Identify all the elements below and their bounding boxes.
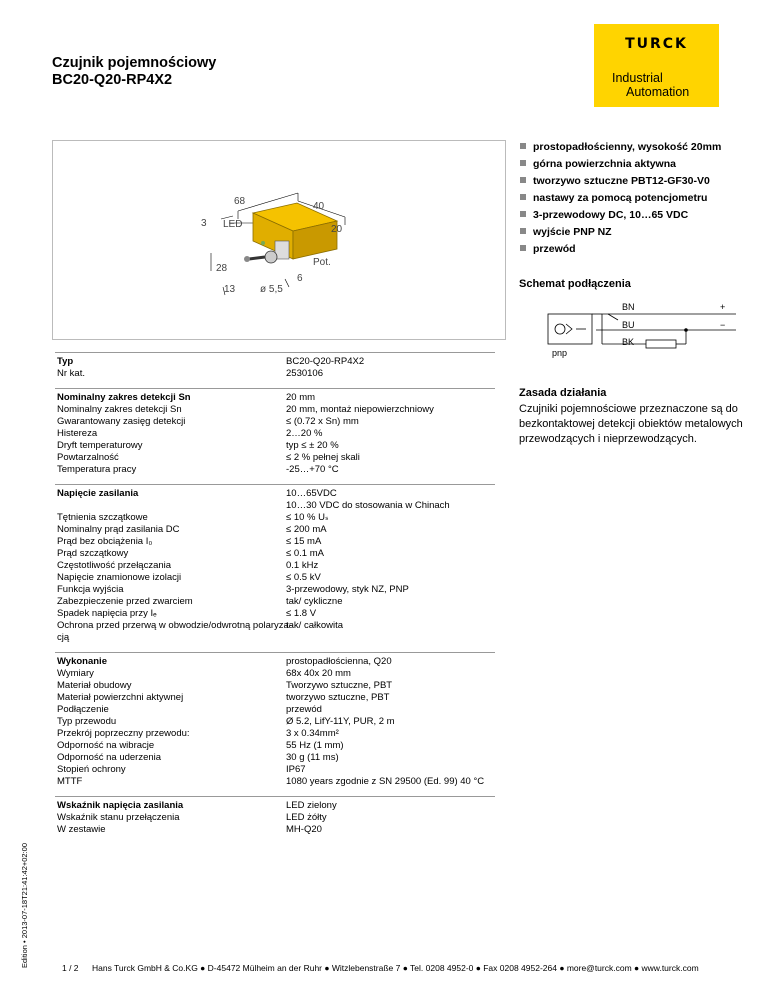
dimension-drawing (52, 140, 506, 340)
spec-row: Funkcja wyjścia 3-przewodowy, styk NZ, PNP (57, 584, 409, 595)
spec-row: Napięcie znamionowe izolacji ≤ 0.5 kV (57, 572, 321, 583)
brand-line-automation: Automation (626, 85, 690, 99)
spec-row: Wskaźnik stanu przełączenia LED żółty (57, 812, 327, 823)
feature-item: 3-przewodowy DC, 10…65 VDC (520, 209, 688, 221)
spec-row: Odporność na wibracje 55 Hz (1 mm) (57, 740, 344, 751)
bullet-square-icon (520, 194, 526, 200)
spec-row: Temperatura pracy -25…+70 °C (57, 464, 339, 475)
spec-row: Spadek napięcia przy Iₑ ≤ 1.8 V (57, 608, 317, 619)
spec-row: Tętnienia szczątkowe ≤ 10 % Uₛ (57, 512, 329, 523)
spec-section-detection (55, 388, 495, 476)
spec-row: Nominalny prąd zasilania DC ≤ 200 mA (57, 524, 327, 535)
spec-row: W zestawie MH-Q20 (57, 824, 322, 835)
spec-row: Materiał powierzchni aktywnej tworzywo sztuczne, PBT (57, 692, 390, 703)
spec-row: Nominalny zakres detekcji Sn 20 mm, montaż niepowierzchniowy (57, 404, 434, 415)
feature-item: przewód (520, 243, 576, 255)
spec-row: Wykonanie prostopadłościenna, Q20 (57, 656, 392, 667)
wiring-diagram (546, 300, 746, 370)
spec-row: Nr kat. 2530106 (57, 368, 323, 379)
spec-row: Zabezpieczenie przed zwarciem tak/ cykliczne (57, 596, 343, 607)
spec-row: Napięcie zasilania 10…65VDC (57, 488, 337, 499)
feature-item: prostopadłościenny, wysokość 20mm (520, 141, 721, 153)
spec-row: Częstotliwość przełączania 0.1 kHz (57, 560, 319, 571)
sensor-drawing-svg (53, 141, 507, 341)
led-label: LED (223, 219, 243, 230)
wire-minus-label: − (720, 320, 726, 330)
bullet-square-icon (520, 245, 526, 251)
dim-length-label: 68 (234, 196, 246, 207)
spec-row: Materiał obudowy Tworzywo sztuczne, PBT (57, 680, 393, 691)
wire-bu-label: BU (622, 320, 635, 330)
spec-row: Histereza 2…20 % (57, 428, 323, 439)
company-footer: Hans Turck GmbH & Co.KG ● D-45472 Mülheim an der Ruhr ● Witzlebenstraße 7 ● Tel. 0208 4952-0 ● Fax 0208 4952-264 ● more@turck.com ● www.turck.com (92, 963, 699, 973)
dim-13-label: 13 (224, 284, 236, 295)
spec-row: Prąd bez obciążenia I₀ ≤ 15 mA (57, 536, 322, 547)
feature-item: tworzywo sztuczne PBT12-GF30-V0 (520, 175, 710, 187)
principle-text: Czujniki pojemnościowe przeznaczone są do bezkontaktowej detekcji obiektów metalowych przewodzących i nieprzewodzących. (519, 403, 743, 445)
edition-stamp: Edition • 2013-07-18T21:41:42+02:00 (20, 842, 29, 968)
bullet-square-icon (520, 228, 526, 234)
spec-section-supply (55, 484, 495, 644)
spec-row: Przekrój poprzeczny przewodu: 3 x 0.34mm² (57, 728, 339, 739)
spec-row: Typ BC20-Q20-RP4X2 (57, 356, 365, 367)
spec-row: Gwarantowany zasięg detekcji ≤ (0.72 x Sn) mm (57, 416, 359, 427)
pnp-label: pnp (552, 348, 568, 358)
spec-row: Dryft temperaturowy typ ≤ ± 20 % (57, 440, 339, 451)
principle-title: Zasada działania (519, 387, 607, 399)
feature-item: nastawy za pomocą potencjometru (520, 192, 707, 204)
pot-label: Pot. (313, 257, 331, 268)
dim-28-label: 28 (216, 263, 228, 274)
brand-line-industrial: Industrial (612, 71, 663, 85)
wire-plus-label: + (720, 302, 726, 312)
bullet-square-icon (520, 160, 526, 166)
spec-row: Typ przewodu Ø 5.2, LifY-11Y, PUR, 2 m (57, 716, 395, 727)
spec-row: Podłączenie przewód (57, 704, 322, 715)
wire-bn-label: BN (622, 302, 635, 312)
spec-section-type (55, 352, 495, 380)
document-title: Czujnik pojemnościowy (52, 55, 217, 71)
spec-section-design (55, 652, 495, 788)
dim-width-label: 40 (313, 201, 325, 212)
feature-item: górna powierzchnia aktywna (520, 158, 676, 170)
spec-row: Prąd szczątkowy ≤ 0.1 mA (57, 548, 324, 559)
spec-row: Nominalny zakres detekcji Sn 20 mm (57, 392, 316, 403)
logo-text: TURCK (625, 36, 688, 52)
spec-row: Odporność na uderzenia 30 g (11 ms) (57, 752, 339, 763)
product-code: BC20-Q20-RP4X2 (52, 72, 173, 88)
bullet-square-icon (520, 211, 526, 217)
turck-logo (594, 24, 719, 62)
page-number: 1 / 2 (62, 963, 79, 973)
spec-row: Stopień ochrony IP67 (57, 764, 306, 775)
wire-bk-label: BK (622, 337, 635, 347)
dim-height-label: 20 (331, 224, 343, 235)
spec-row: Wskaźnik napięcia zasilania LED zielony (57, 800, 337, 811)
spec-row: 10…30 VDC do stosowania w Chinach (286, 500, 450, 511)
bullet-square-icon (520, 143, 526, 149)
dim-6-label: 6 (297, 273, 303, 284)
spec-section-indicators (55, 796, 495, 836)
spec-row: Powtarzalność ≤ 2 % pełnej skali (57, 452, 360, 463)
spec-row: cją (57, 632, 70, 643)
dim-offset-label: 3 (201, 218, 207, 229)
bullet-square-icon (520, 177, 526, 183)
spec-row: Ochrona przed przerwą w obwodzie/odwrotną polaryza- tak/ całkowita (57, 620, 344, 631)
spec-row: Wymiary 68x 40x 20 mm (57, 668, 351, 679)
spec-row: MTTF 1080 years zgodnie z SN 29500 (Ed. 99) 40 °C (57, 776, 485, 787)
dim-hole-label: ø 5,5 (260, 284, 283, 295)
feature-item: wyjście PNP NZ (520, 226, 612, 238)
connection-title: Schemat podłączenia (519, 278, 631, 290)
